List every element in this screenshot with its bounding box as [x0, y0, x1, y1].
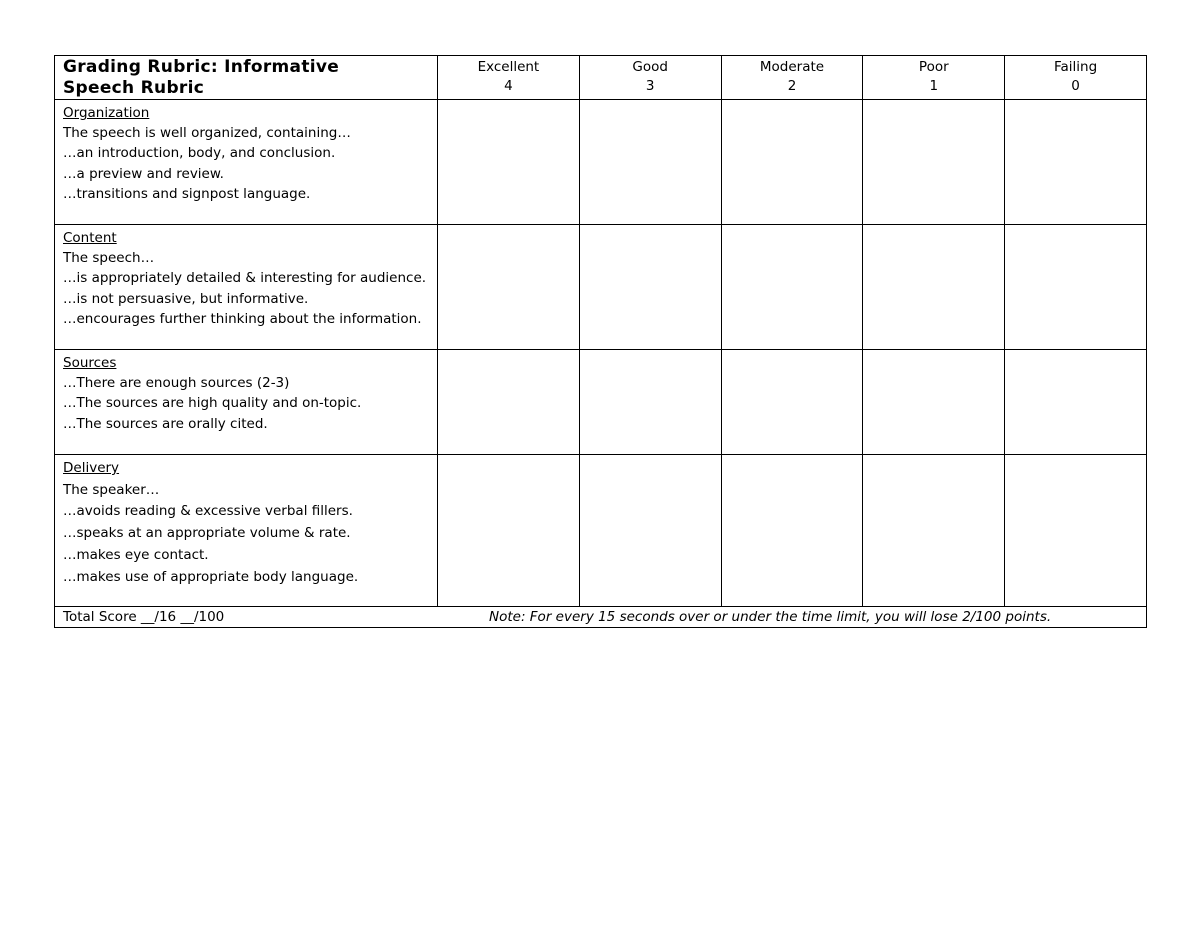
criterion-line: …speaks at an appropriate volume & rate. — [63, 525, 351, 542]
score-cell-sources-excellent[interactable] — [438, 350, 580, 455]
criterion-line: …an introduction, body, and conclusion. — [63, 145, 336, 162]
level-header-excellent — [438, 56, 580, 100]
score-cell-sources-failing[interactable] — [1005, 350, 1147, 455]
score-cell-delivery-moderate[interactable] — [721, 455, 863, 607]
level-points: 1 — [929, 78, 939, 94]
criterion-line: …avoids reading & excessive verbal fillers. — [63, 503, 353, 520]
level-header-good — [579, 56, 721, 100]
level-label: Moderate — [759, 59, 825, 75]
title-line-2: Speech Rubric — [63, 78, 205, 98]
criterion-line: …is appropriately detailed & interesting for audience. — [63, 270, 427, 287]
footer-row — [55, 607, 1147, 628]
score-cell-delivery-failing[interactable] — [1005, 455, 1147, 607]
score-cell-content-excellent[interactable] — [438, 225, 580, 350]
criterion-organization — [55, 100, 438, 225]
score-cell-content-failing[interactable] — [1005, 225, 1147, 350]
criterion-delivery — [55, 455, 438, 607]
level-points: 0 — [1071, 78, 1080, 94]
level-points: 4 — [504, 78, 513, 94]
level-points: 2 — [787, 78, 797, 94]
level-header-poor — [863, 56, 1005, 100]
criterion-line: …makes use of appropriate body language. — [63, 568, 359, 585]
title-line-1: Grading Rubric: Informative — [63, 57, 340, 77]
rubric-table — [54, 55, 1147, 628]
criterion-line: …a preview and review. — [63, 165, 224, 182]
score-cell-organization-failing[interactable] — [1005, 100, 1147, 225]
footer-cell — [55, 607, 1147, 628]
criterion-row-content — [55, 225, 1147, 350]
score-cell-content-poor[interactable] — [863, 225, 1005, 350]
score-cell-delivery-good[interactable] — [579, 455, 721, 607]
time-limit-note: Note: For every 15 seconds over or under the time limit, you will lose 2/100 points. — [489, 609, 1052, 625]
criterion-row-organization — [55, 100, 1147, 225]
score-cell-organization-moderate[interactable] — [721, 100, 863, 225]
criterion-line: …transitions and signpost language. — [63, 185, 311, 202]
score-cell-organization-poor[interactable] — [863, 100, 1005, 225]
level-label: Failing — [1053, 59, 1098, 75]
criterion-line: The speech… — [63, 250, 155, 267]
level-header-moderate — [721, 56, 863, 100]
header-row — [55, 56, 1147, 100]
criterion-title: Sources — [63, 355, 117, 371]
criterion-title: Content — [63, 230, 117, 246]
criterion-line: …There are enough sources (2-3) — [63, 375, 290, 392]
score-cell-sources-moderate[interactable] — [721, 350, 863, 455]
criterion-row-delivery — [55, 455, 1147, 607]
score-cell-content-good[interactable] — [579, 225, 721, 350]
score-cell-delivery-excellent[interactable] — [438, 455, 580, 607]
criterion-line: …makes eye contact. — [63, 546, 209, 563]
score-cell-delivery-poor[interactable] — [863, 455, 1005, 607]
criterion-title: Delivery — [63, 460, 120, 476]
criterion-title: Organization — [63, 105, 150, 121]
criterion-content — [55, 225, 438, 350]
criterion-sources — [55, 350, 438, 455]
criterion-row-sources — [55, 350, 1147, 455]
criterion-line: The speech is well organized, containing… — [63, 125, 351, 142]
total-score: Total Score __/16 __/100 — [63, 609, 225, 625]
criterion-line: The speaker… — [63, 481, 160, 498]
criterion-line: …encourages further thinking about the information. — [63, 310, 422, 327]
level-points: 3 — [645, 78, 655, 94]
level-header-failing — [1005, 56, 1147, 100]
score-cell-organization-excellent[interactable] — [438, 100, 580, 225]
criterion-line: …is not persuasive, but informative. — [63, 290, 309, 307]
level-label: Poor — [918, 59, 949, 75]
score-cell-organization-good[interactable] — [579, 100, 721, 225]
level-label: Good — [632, 59, 668, 75]
criterion-line: …The sources are high quality and on-topic. — [63, 395, 362, 412]
level-label: Excellent — [477, 59, 540, 75]
rubric-title — [55, 56, 438, 100]
score-cell-sources-poor[interactable] — [863, 350, 1005, 455]
score-cell-content-moderate[interactable] — [721, 225, 863, 350]
criterion-line: …The sources are orally cited. — [63, 415, 268, 432]
score-cell-sources-good[interactable] — [579, 350, 721, 455]
